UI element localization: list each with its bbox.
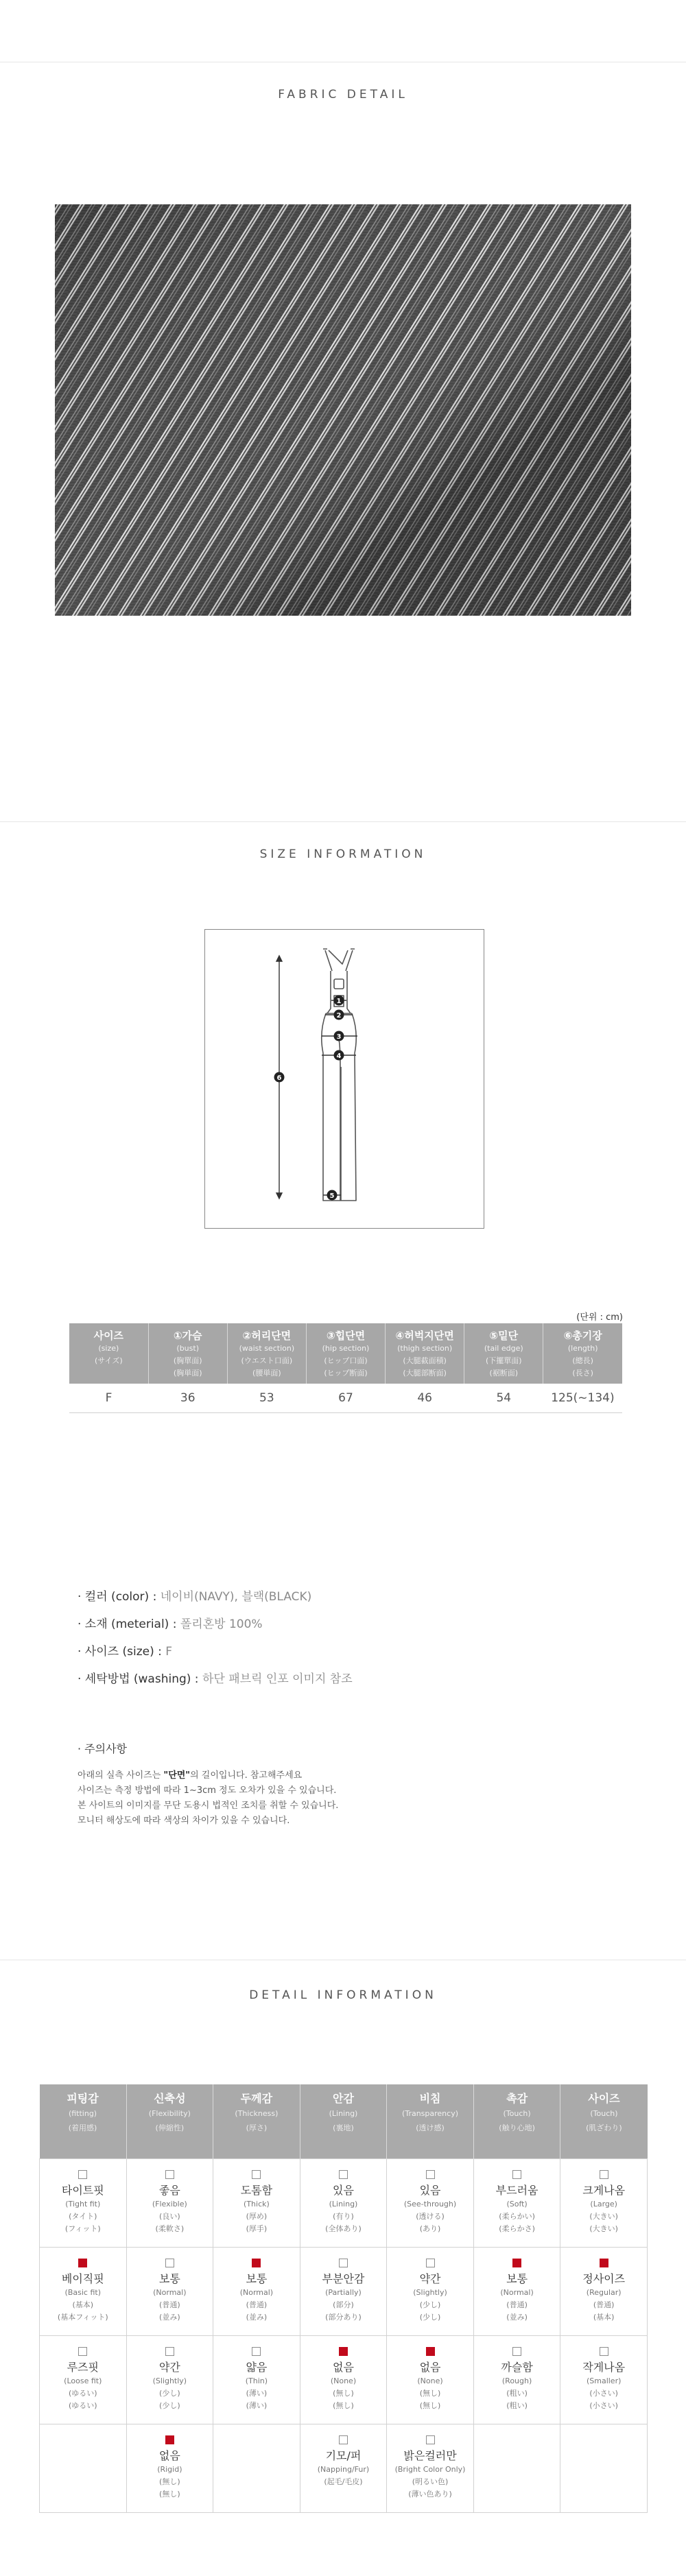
option-japanese-alt: (基本フィット) [57, 2313, 108, 2322]
detail-option [560, 2248, 648, 2336]
option-japanese: (普通) [246, 2300, 268, 2309]
empty-cell [473, 2424, 560, 2513]
option-label: 까슬함 [501, 2361, 533, 2374]
fit-size-header: 사이즈 (Touch) (肌ざわり) [560, 2084, 648, 2159]
checked-checkbox [426, 2347, 435, 2356]
option-english: (Tight fit) [65, 2200, 101, 2208]
transparency-header: 비침 (Transparency) (透け感) [387, 2084, 474, 2159]
waist-header: ②허리단면 (waist section) (ウエスト口面) (腰単面) [227, 1323, 306, 1384]
flexibility-header: 신축성 (Flexibility) (伸縮性) [126, 2084, 213, 2159]
option-japanese: (薄い) [246, 2389, 268, 2398]
option-japanese-alt: (並み) [246, 2313, 268, 2322]
thigh-cell: 46 [386, 1384, 464, 1413]
unchecked-checkbox [339, 2170, 348, 2179]
unchecked-checkbox [78, 2170, 87, 2179]
hem-cell: 54 [464, 1384, 543, 1413]
option-label: 없음 [158, 2449, 180, 2462]
detail-option [387, 2424, 474, 2513]
marker-6: 6 [276, 1074, 282, 1082]
caution-heading: · 주의사항 [78, 1742, 127, 1755]
detail-option [213, 2336, 300, 2424]
option-japanese-alt: (柔らかさ) [499, 2224, 535, 2233]
option-japanese-alt: (大きい) [589, 2224, 618, 2233]
marker-1: 1 [336, 998, 342, 1005]
unchecked-checkbox [165, 2259, 174, 2267]
thickness-header: 두께감 (Thickness) (厚さ) [213, 2084, 300, 2159]
option-japanese-alt: (無し) [419, 2401, 441, 2410]
empty-cell [560, 2424, 648, 2513]
option-japanese: (タイト) [69, 2212, 97, 2221]
option-japanese-alt: (全体あり) [325, 2224, 362, 2233]
option-english: (Lining) [329, 2200, 358, 2208]
bust-header: ①가슴 (bust) (胸單面) (胸単面) [148, 1323, 227, 1384]
detail-table [39, 2084, 648, 2513]
hip-cell: 67 [306, 1384, 385, 1413]
option-label: 작게나옴 [582, 2361, 626, 2374]
detail-option [213, 2248, 300, 2336]
detail-option [387, 2159, 474, 2248]
thigh-header: ④허벅지단면 (thigh section) (大腿截面積) (大腿部断面) [386, 1323, 464, 1384]
option-japanese-alt: (ゆるい) [68, 2401, 97, 2410]
fitting-header: 피팅감 (fitting) (着用感) [40, 2084, 127, 2159]
option-label: 루즈핏 [67, 2361, 99, 2374]
unchecked-checkbox [512, 2170, 521, 2179]
option-japanese-alt: (小さい) [589, 2401, 618, 2410]
option-japanese-alt: (少し) [419, 2313, 441, 2322]
option-japanese-alt: (薄い色あり) [408, 2490, 452, 2499]
option-label: 부드러움 [495, 2184, 539, 2197]
info-washing: · 세탁방법 (washing) : 하단 패브릭 인포 이미지 참조 [78, 1672, 353, 1686]
note-line: 모니터 해상도에 따라 색상의 차이가 있을 수 있습니다. [78, 1816, 290, 1826]
option-japanese-alt: (薄い) [246, 2401, 268, 2410]
option-japanese-alt: (並み) [506, 2313, 528, 2322]
detail-row [40, 2424, 648, 2513]
option-english: (Partially) [325, 2288, 362, 2297]
detail-option [213, 2159, 300, 2248]
empty-cell [213, 2424, 300, 2513]
option-label: 약간 [158, 2361, 180, 2374]
option-japanese: (粗い) [506, 2389, 528, 2398]
unchecked-checkbox [339, 2259, 348, 2267]
unit-label: (단위 : cm) [576, 1312, 623, 1323]
option-japanese: (大きい) [589, 2212, 618, 2221]
marker-2: 2 [336, 1012, 342, 1020]
caution-notes [78, 1740, 626, 1829]
length-cell: 125(~134) [543, 1384, 622, 1413]
diagram-markers [274, 996, 344, 1201]
option-label: 약간 [419, 2272, 441, 2285]
option-label: 베이직핏 [61, 2272, 104, 2285]
info-size: · 사이즈 (size) : F [78, 1645, 173, 1659]
detail-option [560, 2159, 648, 2248]
checked-checkbox [600, 2259, 608, 2267]
option-label: 좋음 [158, 2184, 180, 2197]
info-material: · 소재 (meterial) : 폴리혼방 100% [78, 1617, 263, 1631]
option-japanese: (起毛/毛皮) [324, 2477, 363, 2486]
detail-option [473, 2248, 560, 2336]
detail-option [300, 2424, 387, 2513]
option-japanese: (厚め) [246, 2212, 268, 2221]
option-label: 부분안감 [322, 2272, 365, 2285]
section-divider [0, 821, 686, 822]
option-japanese: (小さい) [589, 2389, 618, 2398]
option-japanese: (無し) [159, 2477, 180, 2486]
option-label: 없음 [419, 2361, 441, 2374]
option-label: 있음 [419, 2184, 441, 2197]
detail-option [473, 2336, 560, 2424]
marker-3: 3 [336, 1033, 342, 1041]
option-japanese: (無し) [419, 2389, 441, 2398]
detail-option [387, 2336, 474, 2424]
detail-body [40, 2159, 648, 2513]
option-english: (None) [330, 2376, 357, 2385]
option-label: 도톰함 [240, 2184, 273, 2197]
option-japanese: (有り) [333, 2212, 354, 2221]
detail-option [126, 2248, 213, 2336]
option-english: (Napping/Fur) [317, 2465, 370, 2474]
option-japanese-alt: (無し) [159, 2490, 180, 2499]
option-japanese: (明るい色) [412, 2477, 449, 2486]
option-japanese: (普通) [593, 2300, 615, 2309]
checked-checkbox [165, 2435, 174, 2444]
option-label: 있음 [333, 2184, 354, 2197]
unchecked-checkbox [252, 2170, 261, 2179]
option-english: (See-through) [403, 2200, 457, 2208]
waist-cell: 53 [227, 1384, 306, 1413]
product-info [78, 1589, 626, 1698]
option-label: 밝은컬러만 [403, 2449, 457, 2462]
checked-checkbox [339, 2347, 348, 2356]
option-japanese: (良い) [159, 2212, 180, 2221]
info-color: · 컬러 (color) : 네이비(NAVY), 블랙(BLACK) [78, 1590, 312, 1604]
detail-option [40, 2248, 127, 2336]
unchecked-checkbox [426, 2170, 435, 2179]
option-english: (Basic fit) [64, 2288, 101, 2297]
unchecked-checkbox [339, 2435, 348, 2444]
detail-option [300, 2159, 387, 2248]
size-row-f [69, 1384, 622, 1413]
option-japanese: (部分) [333, 2300, 354, 2309]
option-english: (Rough) [501, 2376, 532, 2385]
empty-cell [40, 2424, 127, 2513]
option-english: (Large) [590, 2200, 617, 2208]
size-information-title: SIZE INFORMATION [259, 847, 427, 861]
option-japanese: (無し) [333, 2389, 354, 2398]
unchecked-checkbox [165, 2347, 174, 2356]
option-japanese-alt: (あり) [419, 2224, 441, 2233]
checked-checkbox [78, 2259, 87, 2267]
option-japanese-alt: (厚手) [246, 2224, 268, 2233]
detail-option [40, 2336, 127, 2424]
option-english: (Regular) [586, 2288, 622, 2297]
checked-checkbox [252, 2259, 261, 2267]
option-label: 보통 [158, 2272, 180, 2285]
unchecked-checkbox [252, 2347, 261, 2356]
option-japanese: (少し) [419, 2300, 441, 2309]
option-japanese: (少し) [159, 2389, 180, 2398]
option-japanese-alt: (部分あり) [325, 2313, 362, 2322]
detail-row [40, 2159, 648, 2248]
option-japanese: (普通) [506, 2300, 528, 2309]
option-label: 타이트핏 [61, 2184, 104, 2197]
note-line: 본 사이트의 이미지를 무단 도용시 법적인 조치를 취할 수 있습니다. [78, 1801, 339, 1811]
marker-5: 5 [329, 1192, 335, 1200]
option-english: (Normal) [500, 2288, 534, 2297]
unchecked-checkbox [600, 2170, 608, 2179]
fabric-detail-title: FABRIC DETAIL [278, 88, 408, 101]
detail-option [300, 2248, 387, 2336]
length-header: ⑥총기장 (length) (總長) (長さ) [543, 1323, 622, 1384]
marker-4: 4 [336, 1052, 342, 1060]
detail-option [560, 2336, 648, 2424]
detail-row [40, 2248, 648, 2336]
size-cell: F [69, 1384, 148, 1413]
lining-header: 안감 (Lining) (裏地) [300, 2084, 387, 2159]
detail-option [126, 2159, 213, 2248]
option-english: (Normal) [153, 2288, 187, 2297]
detail-row [40, 2336, 648, 2424]
unchecked-checkbox [165, 2170, 174, 2179]
option-label: 정사이즈 [582, 2272, 626, 2285]
option-english: (Slightly) [152, 2376, 187, 2385]
option-english: (Loose fit) [64, 2376, 102, 2385]
option-english: (Soft) [506, 2200, 528, 2208]
detail-option [40, 2159, 127, 2248]
option-label: 보통 [246, 2272, 268, 2285]
option-english: (Slightly) [413, 2288, 447, 2297]
hip-header: ③힙단면 (hip section) (ヒップ口面) (ヒップ断面) [306, 1323, 385, 1384]
note-line: 사이즈는 측정 방법에 따라 1~3cm 정도 오차가 있을 수 있습니다. [78, 1785, 337, 1796]
unchecked-checkbox [512, 2347, 521, 2356]
option-english: (Rigid) [157, 2465, 182, 2474]
option-label: 기모/퍼 [325, 2449, 362, 2462]
option-label: 얇음 [246, 2361, 268, 2374]
fabric-image [55, 204, 631, 616]
unchecked-checkbox [78, 2347, 87, 2356]
option-english: (Flexible) [152, 2200, 187, 2208]
option-label: 보통 [506, 2272, 528, 2285]
option-japanese-alt: (無し) [333, 2401, 354, 2410]
detail-option [473, 2159, 560, 2248]
note-line: 아래의 실측 사이즈는 "단면"의 길이입니다. 참고해주세요 [78, 1770, 303, 1781]
unchecked-checkbox [426, 2259, 435, 2267]
option-label: 크게나옴 [582, 2184, 626, 2197]
detail-option [387, 2248, 474, 2336]
detail-option [126, 2336, 213, 2424]
size-header: 사이즈 (size) (サイズ) [69, 1323, 148, 1384]
option-japanese-alt: (柔軟さ) [155, 2224, 185, 2233]
option-english: (Normal) [239, 2288, 274, 2297]
detail-option [300, 2336, 387, 2424]
option-japanese: (ゆるい) [68, 2389, 97, 2398]
size-table [69, 1323, 622, 1413]
touch-header: 촉감 (Touch) (触り心地) [473, 2084, 560, 2159]
checked-checkbox [512, 2259, 521, 2267]
option-english: (Thin) [245, 2376, 268, 2385]
unchecked-checkbox [600, 2347, 608, 2356]
size-table-header-row [69, 1323, 622, 1384]
detail-information-title: DETAIL INFORMATION [249, 1988, 437, 2002]
option-japanese-alt: (フィット) [64, 2224, 101, 2233]
option-japanese: (基本) [72, 2300, 94, 2309]
detail-header-row [40, 2084, 648, 2159]
measurement-diagram [204, 929, 484, 1229]
option-label: 없음 [333, 2361, 354, 2374]
option-japanese-alt: (少し) [159, 2401, 180, 2410]
hem-header: ⑤밑단 (tail edge) (下擺單面) (裾断面) [464, 1323, 543, 1384]
option-japanese-alt: (基本) [593, 2313, 615, 2322]
option-english: (Thick) [244, 2200, 270, 2208]
option-japanese: (普通) [159, 2300, 180, 2309]
option-english: (Bright Color Only) [394, 2465, 466, 2474]
detail-option [126, 2424, 213, 2513]
option-english: (None) [417, 2376, 443, 2385]
option-japanese: (透ける) [416, 2212, 445, 2221]
option-japanese-alt: (並み) [159, 2313, 180, 2322]
option-japanese-alt: (粗い) [506, 2401, 528, 2410]
option-japanese: (柔らかい) [499, 2212, 535, 2221]
unchecked-checkbox [426, 2435, 435, 2444]
overalls-sketch [205, 930, 484, 1228]
bust-cell: 36 [148, 1384, 227, 1413]
option-english: (Smaller) [586, 2376, 622, 2385]
